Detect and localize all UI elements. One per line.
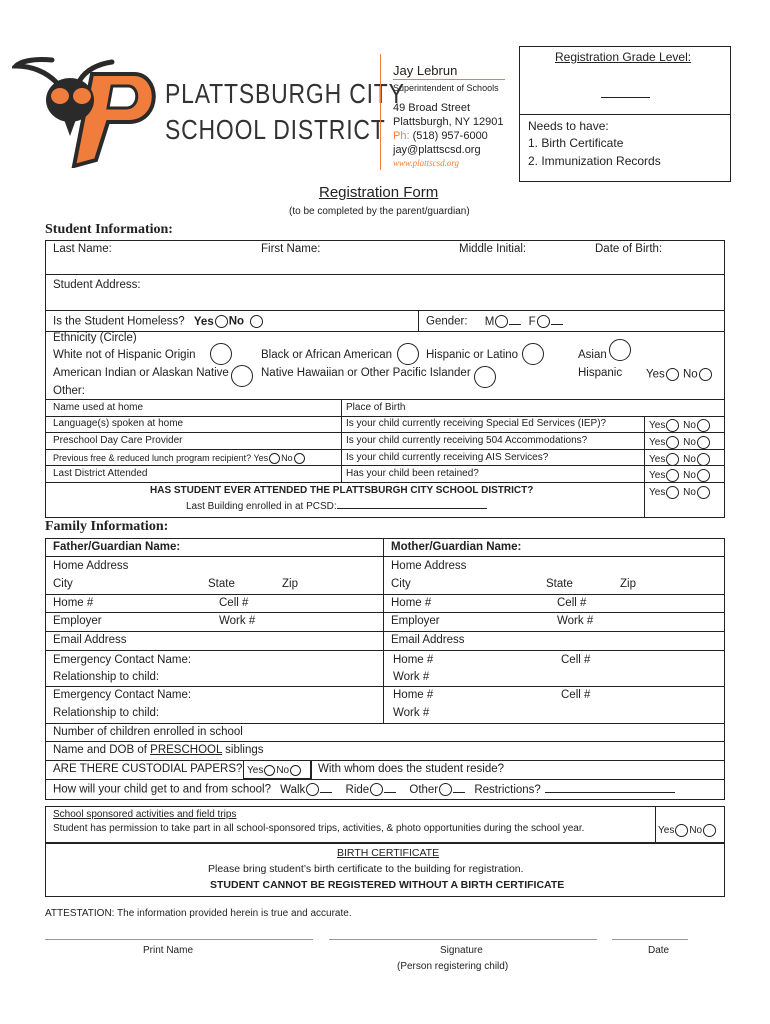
iep-no-radio[interactable] xyxy=(697,419,710,432)
ais-yes-radio[interactable] xyxy=(666,453,679,466)
retained-yes-radio[interactable] xyxy=(666,469,679,482)
mother-cell-label: Cell # xyxy=(557,597,587,609)
district-name-line2: SCHOOL DISTRICT xyxy=(165,114,386,145)
print-name-label: Print Name xyxy=(143,945,194,956)
attended-yes-no xyxy=(649,486,711,499)
ethnicity-hispanic-latino-circle[interactable] xyxy=(522,343,544,365)
accommodations-question: Is your child currently receiving 504 Accommodations? xyxy=(346,435,588,446)
custodial-label: ARE THERE CUSTODIAL PAPERS? xyxy=(53,763,243,775)
signature-line[interactable] xyxy=(329,939,597,940)
lunch-no-label: No xyxy=(281,452,293,463)
father-home-label: Home # xyxy=(53,597,94,609)
address-line1: 49 Broad Street xyxy=(393,102,471,114)
superintendent-rule xyxy=(393,79,505,80)
accommodations-no-radio[interactable] xyxy=(697,436,710,449)
mother-zip-label: Zip xyxy=(620,578,636,590)
preschool-word: PRESCHOOL xyxy=(150,744,222,756)
custodial-yes-label: Yes xyxy=(247,765,264,777)
mother-name-label: Mother/Guardian Name: xyxy=(391,541,522,553)
retained-question: Has your child been retained? xyxy=(346,468,479,479)
first-name-label: First Name: xyxy=(261,243,321,255)
row-divider xyxy=(45,465,725,466)
form-title: Registration Form xyxy=(319,184,439,201)
custodial-no-radio[interactable] xyxy=(290,765,301,776)
lunch-yes-label: Yes xyxy=(253,452,269,463)
gender-m-radio[interactable] xyxy=(495,315,508,328)
father-zip-label: Zip xyxy=(282,578,298,590)
activities-title: School sponsored activities and field trips xyxy=(53,809,237,820)
iep-question: Is your child currently receiving Special Ed Services (IEP)? xyxy=(346,418,607,429)
father-email-label: Email Address xyxy=(53,634,127,646)
activities-yes-no xyxy=(658,824,717,837)
hispanic-yes-label: Yes xyxy=(646,368,665,381)
transport-question xyxy=(53,783,675,796)
custodial-yes-no xyxy=(247,765,302,776)
place-of-birth-label: Place of Birth xyxy=(346,402,406,413)
retained-yes-label: Yes xyxy=(649,470,666,482)
ethnicity-pacific-circle[interactable] xyxy=(474,366,496,388)
dob-label: Date of Birth: xyxy=(595,243,663,255)
ais-no-label: No xyxy=(683,454,696,466)
ethnicity-hispanic-latino-label: Hispanic or Latino xyxy=(426,349,519,361)
ride-label: Ride xyxy=(345,783,370,796)
activities-no-radio[interactable] xyxy=(703,824,716,837)
student-address-label: Student Address: xyxy=(53,279,141,291)
father-employer-label: Employer xyxy=(53,615,102,627)
transport-label: How will your child get to and from school? xyxy=(53,783,271,796)
custodial-no-label: No xyxy=(276,765,290,777)
district-logo xyxy=(12,56,162,168)
last-name-label: Last Name: xyxy=(53,243,112,255)
homeless-label: Is the Student Homeless? xyxy=(53,315,185,328)
phone-line xyxy=(393,131,488,142)
row-divider xyxy=(45,449,725,450)
accommodations-yes-no xyxy=(649,436,711,449)
hispanic-no-label: No xyxy=(682,368,698,381)
gender-m-label: M xyxy=(484,315,495,328)
birth-certificate-warning: STUDENT CANNOT BE REGISTERED WITHOUT A BIRTH CERTIFICATE xyxy=(210,879,565,891)
gender-f-radio[interactable] xyxy=(537,315,550,328)
iep-yes-no xyxy=(649,419,711,432)
district-name-line1: PLATTSBURGH CITY xyxy=(165,78,405,109)
retained-no-radio[interactable] xyxy=(697,469,710,482)
hispanic-yes-radio[interactable] xyxy=(666,368,679,381)
emergency2-relationship-label: Relationship to child: xyxy=(53,707,160,719)
activities-yes-label: Yes xyxy=(658,825,675,837)
emergency1-name-label: Emergency Contact Name: xyxy=(53,654,192,666)
col-divider xyxy=(418,310,419,331)
row-divider xyxy=(45,416,725,417)
row-divider xyxy=(45,594,725,595)
row-divider xyxy=(45,650,725,651)
ethnicity-native-circle[interactable] xyxy=(231,365,253,387)
attended-no-label: No xyxy=(683,487,696,499)
father-name-label: Father/Guardian Name: xyxy=(53,541,181,553)
mother-city-label: City xyxy=(391,578,411,590)
accommodations-no-label: No xyxy=(683,437,696,449)
iep-yes-label: Yes xyxy=(649,420,666,432)
row-divider xyxy=(45,310,725,311)
website-link[interactable]: www.plattscsd.org xyxy=(393,158,460,168)
needs-title: Needs to have: xyxy=(528,119,609,133)
row-divider xyxy=(45,723,725,724)
emergency2-home-label: Home # xyxy=(393,689,434,701)
father-address-label: Home Address xyxy=(53,560,129,572)
walk-radio[interactable] xyxy=(306,783,319,796)
row-divider xyxy=(45,482,725,483)
homeless-no-radio[interactable] xyxy=(250,315,263,328)
row-divider xyxy=(45,274,725,275)
preschool-label: Preschool Day Care Provider xyxy=(53,435,183,446)
name-used-label: Name used at home xyxy=(53,402,144,413)
walk-label: Walk xyxy=(280,783,306,796)
reside-question: With whom does the student reside? xyxy=(318,763,505,775)
other-transport-radio[interactable] xyxy=(439,783,452,796)
father-city-label: City xyxy=(53,578,73,590)
emergency2-work-label: Work # xyxy=(393,707,430,719)
preschool-siblings-post: siblings xyxy=(221,744,264,756)
gender-f-label: F xyxy=(528,315,536,328)
col-divider xyxy=(311,760,312,779)
emergency2-cell-label: Cell # xyxy=(561,689,591,701)
other-label: Other: xyxy=(53,385,85,397)
row-divider xyxy=(45,556,725,557)
attended-question: HAS STUDENT EVER ATTENDED THE PLATTSBURGH CITY SCHOOL DISTRICT? xyxy=(150,485,534,496)
homeless-no-label: No xyxy=(228,315,245,328)
row-divider xyxy=(45,399,725,400)
other-transport-label: Other xyxy=(409,783,439,796)
row-divider xyxy=(45,779,725,780)
print-name-line[interactable] xyxy=(45,939,313,940)
activities-permission-text: Student has permission to take part in all school-sponsored trips, activities, & photo opportunities during the school year. xyxy=(53,823,585,834)
date-line[interactable] xyxy=(612,939,688,940)
needs-item-immunization: 2. Immunization Records xyxy=(528,154,661,168)
activities-no-label: No xyxy=(689,825,703,837)
father-state-label: State xyxy=(208,578,235,590)
row-divider xyxy=(45,432,725,433)
row-divider xyxy=(45,612,725,613)
middle-initial-label: Middle Initial: xyxy=(459,243,527,255)
signature-sublabel: (Person registering child) xyxy=(397,961,509,972)
row-divider xyxy=(45,331,725,332)
mother-address-label: Home Address xyxy=(391,560,467,572)
ais-yes-no xyxy=(649,453,711,466)
iep-no-label: No xyxy=(683,420,696,432)
student-section-title: Student Information: xyxy=(45,222,173,237)
mother-work-label: Work # xyxy=(557,615,594,627)
ais-no-radio[interactable] xyxy=(697,453,710,466)
emergency1-work-label: Work # xyxy=(393,671,430,683)
father-cell-label: Cell # xyxy=(219,597,249,609)
lunch-question xyxy=(53,453,306,464)
emergency1-cell-label: Cell # xyxy=(561,654,591,666)
ethnicity-white-circle[interactable] xyxy=(210,343,232,365)
hispanic-no-radio[interactable] xyxy=(699,368,712,381)
father-work-label: Work # xyxy=(219,615,256,627)
gender-field xyxy=(426,315,563,328)
children-enrolled-label: Number of children enrolled in school xyxy=(53,726,243,738)
lunch-no-radio[interactable] xyxy=(294,453,305,464)
row-divider xyxy=(45,686,725,687)
superintendent-title: Superintendent of Schools xyxy=(393,83,499,93)
gender-label: Gender: xyxy=(426,315,468,328)
family-section-title: Family Information: xyxy=(45,519,169,534)
needs-item-birth-certificate: 1. Birth Certificate xyxy=(528,136,624,150)
activities-yes-radio[interactable] xyxy=(675,824,688,837)
ethnicity-pacific-label: Native Hawaiian or Other Pacific Islander xyxy=(261,367,471,379)
last-district-label: Last District Attended xyxy=(53,468,148,479)
lunch-label: Previous free & reduced lunch program recipient? xyxy=(53,452,252,463)
ethnicity-black-label: Black or African American xyxy=(261,349,393,361)
hispanic-yes-no xyxy=(646,368,713,381)
form-subtitle: (to be completed by the parent/guardian) xyxy=(289,206,470,217)
emergency1-home-label: Home # xyxy=(393,654,434,666)
emergency1-relationship-label: Relationship to child: xyxy=(53,671,160,683)
address-line2: Plattsburgh, NY 12901 xyxy=(393,116,504,128)
ais-yes-label: Yes xyxy=(649,454,666,466)
mother-state-label: State xyxy=(546,578,573,590)
homeless-yes-label: Yes xyxy=(193,315,214,328)
accommodations-yes-radio[interactable] xyxy=(666,436,679,449)
accommodations-yes-label: Yes xyxy=(649,437,666,449)
restrictions-input[interactable] xyxy=(545,792,675,793)
ethnicity-native-label: American Indian or Alaskan Native xyxy=(53,367,229,379)
row-divider xyxy=(45,760,725,761)
grade-box-divider xyxy=(519,114,731,115)
preschool-siblings-label xyxy=(53,745,264,757)
col-divider xyxy=(341,399,342,482)
phone-label: Ph: xyxy=(393,130,410,142)
row-divider xyxy=(45,631,725,632)
retained-no-label: No xyxy=(683,470,696,482)
ethnicity-black-circle[interactable] xyxy=(397,343,419,365)
superintendent-name: Jay Lebrun xyxy=(393,63,458,78)
mother-email-label: Email Address xyxy=(391,634,465,646)
attended-no-radio[interactable] xyxy=(697,486,710,499)
ride-radio[interactable] xyxy=(370,783,383,796)
attended-yes-radio[interactable] xyxy=(666,486,679,499)
custodial-yes-radio[interactable] xyxy=(264,765,275,776)
grade-level-blank[interactable] xyxy=(601,97,650,98)
lunch-yes-radio[interactable] xyxy=(269,453,280,464)
row-divider xyxy=(45,741,725,742)
grade-level-title: Registration Grade Level: xyxy=(555,50,692,64)
last-building-input[interactable] xyxy=(337,508,487,509)
retained-yes-no xyxy=(649,469,711,482)
ais-question: Is your child currently receiving AIS Services? xyxy=(346,452,549,463)
ethnicity-hispanic-label: Hispanic xyxy=(578,367,623,379)
iep-yes-radio[interactable] xyxy=(666,419,679,432)
mother-employer-label: Employer xyxy=(391,615,440,627)
date-label: Date xyxy=(648,945,670,956)
col-divider xyxy=(655,806,656,843)
homeless-question xyxy=(53,315,264,328)
mother-home-label: Home # xyxy=(391,597,432,609)
header-divider xyxy=(380,54,381,170)
attestation-text: ATTESTATION: The information provided herein is true and accurate. xyxy=(45,908,352,919)
ethnicity-label: Ethnicity (Circle) xyxy=(53,332,137,344)
birth-certificate-instruction: Please bring student’s birth certificate to the building for registration. xyxy=(208,863,524,875)
email-link[interactable]: jay@plattscsd.org xyxy=(393,144,481,156)
birth-certificate-title: BIRTH CERTIFICATE xyxy=(337,847,440,859)
ethnicity-asian-circle[interactable] xyxy=(609,339,631,361)
restrictions-label: Restrictions? xyxy=(474,783,541,796)
languages-label: Language(s) spoken at home xyxy=(53,418,184,429)
preschool-siblings-pre: Name and DOB of xyxy=(53,744,151,756)
custodial-question xyxy=(53,764,242,776)
phone-number: (518) 957-6000 xyxy=(412,130,488,142)
homeless-yes-radio[interactable] xyxy=(215,315,228,328)
attended-yes-label: Yes xyxy=(649,487,666,499)
signature-label: Signature xyxy=(440,945,483,956)
last-building-field xyxy=(186,502,487,512)
ethnicity-white-label: White not of Hispanic Origin xyxy=(53,349,196,361)
ethnicity-asian-label: Asian xyxy=(578,349,607,361)
emergency2-name-label: Emergency Contact Name: xyxy=(53,689,192,701)
last-building-label: Last Building enrolled in at PCSD: xyxy=(186,501,337,512)
